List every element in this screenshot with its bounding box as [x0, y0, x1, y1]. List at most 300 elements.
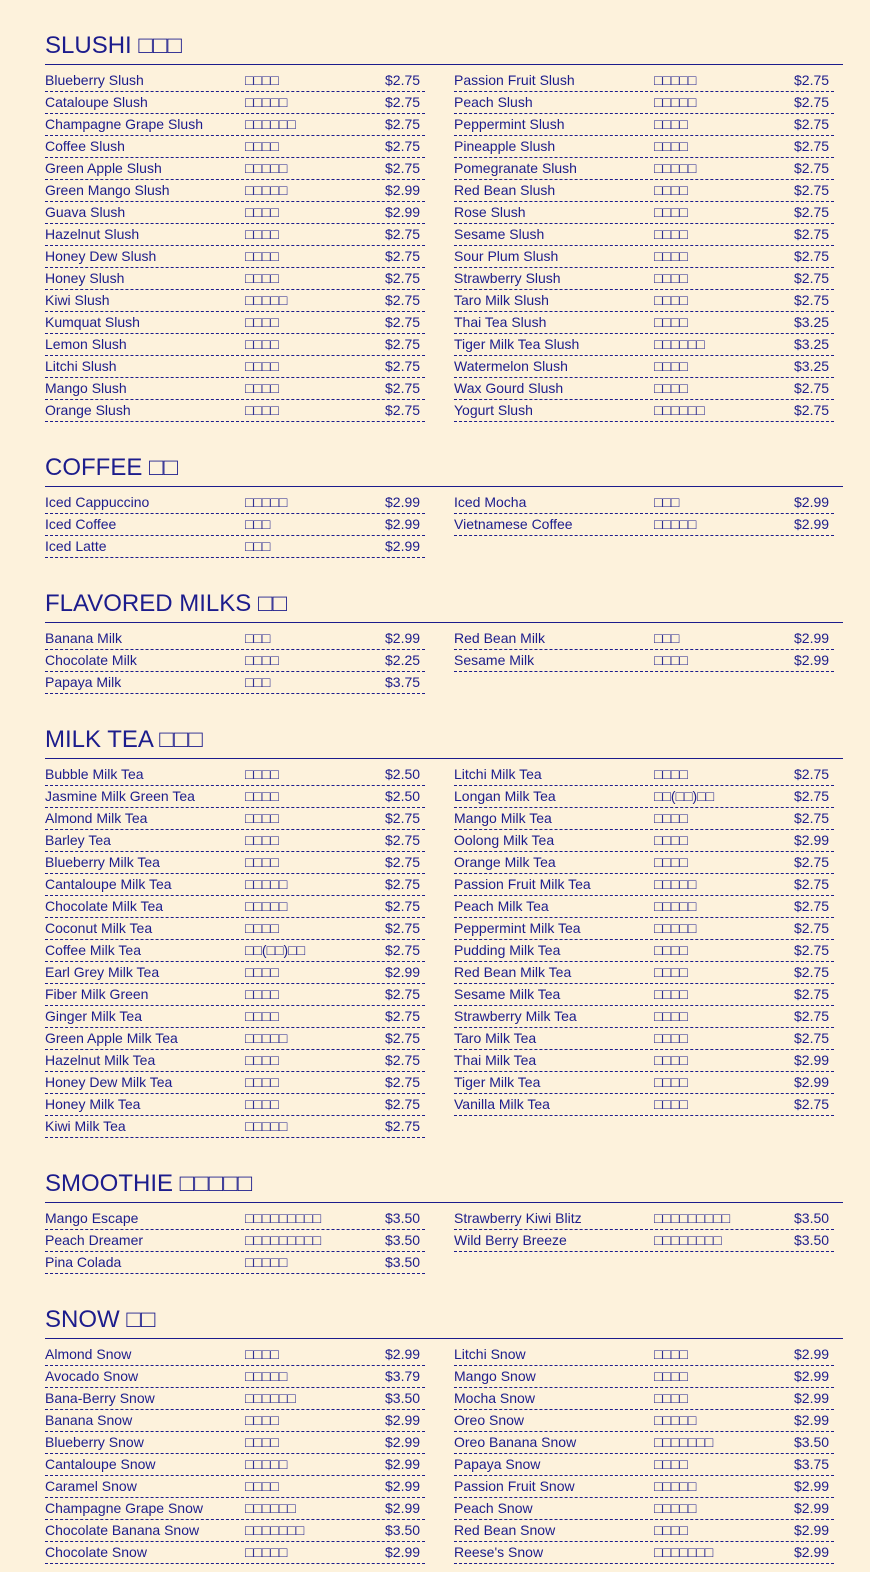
item-price: $2.75 — [794, 1030, 830, 1046]
item-price: $2.75 — [794, 766, 830, 782]
item-name: Tiger Milk Tea Slush — [454, 336, 580, 352]
section-title: MILK TEA □□□ — [45, 694, 843, 759]
item-name: Sesame Slush — [454, 226, 545, 242]
item-name: Earl Grey Milk Tea — [45, 964, 160, 980]
item-chinese-name: □□□□ — [654, 832, 688, 848]
item-name: Reese's Snow — [454, 1544, 544, 1560]
item-name: Oolong Milk Tea — [454, 832, 555, 848]
item-name: Caramel Snow — [45, 1478, 137, 1494]
item-chinese-name: □□□□ — [654, 652, 688, 668]
menu — [45, 0, 843, 1564]
item-chinese-name: □□□□ — [654, 270, 688, 286]
item-name: Longan Milk Tea — [454, 788, 556, 804]
menu-section — [45, 694, 843, 1138]
menu-item — [454, 628, 834, 650]
right-column — [454, 764, 834, 1138]
item-chinese-name: □□□□ — [245, 1478, 279, 1494]
item-chinese-name: □□□□□ — [245, 898, 288, 914]
item-name: Jasmine Milk Green Tea — [45, 788, 195, 804]
item-price: $2.75 — [385, 336, 421, 352]
item-name: Sesame Milk Tea — [454, 986, 561, 1002]
menu-item — [45, 1252, 425, 1274]
item-chinese-name: □□□□□ — [245, 292, 288, 308]
left-column — [45, 492, 425, 558]
item-name: Yogurt Slush — [454, 402, 533, 418]
item-chinese-name: □□□□□ — [245, 1030, 288, 1046]
item-chinese-name: □□□ — [245, 516, 271, 532]
item-chinese-name: □□□□ — [654, 182, 688, 198]
menu-item — [45, 1094, 425, 1116]
item-chinese-name: □□□□□ — [245, 1118, 288, 1134]
menu-item — [454, 312, 834, 334]
item-price: $2.75 — [794, 270, 830, 286]
section-columns — [45, 70, 843, 422]
item-name: Litchi Slush — [45, 358, 117, 374]
item-chinese-name: □□□□ — [654, 964, 688, 980]
menu-item — [454, 1230, 834, 1252]
item-price: $2.75 — [385, 920, 421, 936]
item-chinese-name: □□□□ — [245, 402, 279, 418]
item-price: $3.50 — [385, 1390, 421, 1406]
item-chinese-name: □□□□ — [654, 1522, 688, 1538]
menu-item — [45, 1432, 425, 1454]
item-price: $2.99 — [794, 516, 830, 532]
menu-item — [454, 1542, 834, 1564]
item-chinese-name: □□□□ — [654, 314, 688, 330]
item-name: Champagne Grape Slush — [45, 116, 203, 132]
item-name: Peach Slush — [454, 94, 533, 110]
menu-item — [454, 1028, 834, 1050]
item-name: Orange Slush — [45, 402, 131, 418]
item-chinese-name: □□□ — [245, 630, 271, 646]
menu-item — [45, 1388, 425, 1410]
item-name: Almond Snow — [45, 1346, 132, 1362]
item-name: Honey Dew Slush — [45, 248, 157, 264]
menu-item — [454, 896, 834, 918]
item-price: $2.99 — [794, 1522, 830, 1538]
item-price: $2.50 — [385, 766, 421, 782]
item-chinese-name: □□□ — [654, 630, 680, 646]
menu-item — [45, 246, 425, 268]
item-chinese-name: □□□□□ — [654, 1500, 697, 1516]
item-name: Iced Coffee — [45, 516, 117, 532]
menu-item — [454, 400, 834, 422]
item-name: Pineapple Slush — [454, 138, 556, 154]
menu-item — [45, 114, 425, 136]
menu-item — [454, 1050, 834, 1072]
menu-item — [454, 1366, 834, 1388]
menu-item — [45, 224, 425, 246]
item-chinese-name: □□□□ — [245, 920, 279, 936]
item-chinese-name: □□□□ — [245, 810, 279, 826]
item-name: Honey Milk Tea — [45, 1096, 141, 1112]
item-chinese-name: □□□□ — [654, 248, 688, 264]
item-name: Hazelnut Slush — [45, 226, 140, 242]
menu-item — [45, 180, 425, 202]
item-chinese-name: □□□□ — [245, 964, 279, 980]
item-name: Green Apple Milk Tea — [45, 1030, 178, 1046]
item-name: Strawberry Kiwi Blitz — [454, 1210, 582, 1226]
menu-item — [454, 1388, 834, 1410]
item-name: Pudding Milk Tea — [454, 942, 561, 958]
item-price: $2.75 — [794, 116, 830, 132]
menu-section — [45, 1138, 843, 1274]
item-name: Orange Milk Tea — [454, 854, 556, 870]
item-name: Coffee Milk Tea — [45, 942, 141, 958]
item-price: $2.75 — [794, 898, 830, 914]
menu-item — [45, 764, 425, 786]
item-chinese-name: □□□□□ — [654, 160, 697, 176]
menu-item — [45, 1410, 425, 1432]
item-price: $2.75 — [385, 248, 421, 264]
menu-item — [454, 1520, 834, 1542]
item-price: $2.99 — [794, 1390, 830, 1406]
item-name: Chocolate Milk — [45, 652, 137, 668]
item-chinese-name: □□□□ — [245, 204, 279, 220]
item-price: $2.75 — [794, 788, 830, 804]
item-price: $3.79 — [385, 1368, 421, 1384]
item-chinese-name: □□□□ — [245, 1052, 279, 1068]
item-chinese-name: □□□□ — [245, 832, 279, 848]
menu-item — [454, 290, 834, 312]
item-chinese-name: □□□□ — [245, 314, 279, 330]
menu-item — [45, 650, 425, 672]
item-name: Mocha Snow — [454, 1390, 535, 1406]
item-chinese-name: □□□□□ — [654, 72, 697, 88]
item-name: Red Bean Slush — [454, 182, 556, 198]
menu-item — [45, 1476, 425, 1498]
item-name: Blueberry Milk Tea — [45, 854, 160, 870]
item-chinese-name: □□□□□□□□□ — [654, 1210, 731, 1226]
item-chinese-name: □□□□ — [654, 380, 688, 396]
item-name: Pomegranate Slush — [454, 160, 577, 176]
item-chinese-name: □□□□ — [245, 72, 279, 88]
menu-item — [45, 92, 425, 114]
item-chinese-name: □□□□ — [654, 226, 688, 242]
item-price: $2.75 — [794, 182, 830, 198]
item-price: $2.25 — [385, 652, 421, 668]
item-price: $2.75 — [794, 248, 830, 264]
item-price: $2.75 — [385, 986, 421, 1002]
item-name: Iced Cappuccino — [45, 494, 150, 510]
item-price: $3.50 — [385, 1522, 421, 1538]
menu-item — [454, 962, 834, 984]
item-name: Champagne Grape Snow — [45, 1500, 203, 1516]
section-title: FLAVORED MILKS □□ — [45, 558, 843, 623]
menu-item — [45, 1006, 425, 1028]
section-columns — [45, 764, 843, 1138]
menu-item — [454, 874, 834, 896]
item-name: Guava Slush — [45, 204, 126, 220]
menu-item — [454, 356, 834, 378]
item-chinese-name: □□□□ — [654, 1052, 688, 1068]
item-price: $2.75 — [794, 380, 830, 396]
menu-item — [454, 808, 834, 830]
menu-item — [45, 962, 425, 984]
item-price: $2.75 — [385, 402, 421, 418]
item-chinese-name: □□□□ — [245, 226, 279, 242]
item-chinese-name: □□□□□ — [654, 876, 697, 892]
menu-item — [45, 1520, 425, 1542]
menu-item — [454, 918, 834, 940]
menu-item — [454, 114, 834, 136]
menu-item — [45, 378, 425, 400]
item-name: Blueberry Snow — [45, 1434, 144, 1450]
item-chinese-name: □□□□ — [654, 1346, 688, 1362]
item-name: Banana Milk — [45, 630, 123, 646]
section-columns — [45, 628, 843, 694]
item-chinese-name: □□□□ — [654, 1030, 688, 1046]
item-name: Peach Milk Tea — [454, 898, 549, 914]
item-name: Red Bean Milk — [454, 630, 546, 646]
item-chinese-name: □□□□ — [654, 116, 688, 132]
item-price: $2.75 — [385, 1008, 421, 1024]
menu-item — [454, 1006, 834, 1028]
item-name: Bubble Milk Tea — [45, 766, 144, 782]
item-name: Green Apple Slush — [45, 160, 162, 176]
menu-item — [45, 514, 425, 536]
item-price: $2.99 — [385, 538, 421, 554]
item-name: Red Bean Milk Tea — [454, 964, 572, 980]
item-chinese-name: □□□□□ — [245, 160, 288, 176]
menu-item — [454, 764, 834, 786]
left-column — [45, 1344, 425, 1564]
item-price: $2.75 — [385, 270, 421, 286]
right-column — [454, 70, 834, 422]
menu-item — [45, 896, 425, 918]
menu-item — [454, 1410, 834, 1432]
item-price: $2.75 — [385, 72, 421, 88]
item-chinese-name: □□□□□ — [245, 182, 288, 198]
left-column — [45, 764, 425, 1138]
item-name: Honey Slush — [45, 270, 125, 286]
menu-item — [45, 808, 425, 830]
menu-item — [454, 202, 834, 224]
item-name: Cantaloupe Milk Tea — [45, 876, 172, 892]
item-chinese-name: □□□□□□□ — [654, 1544, 714, 1560]
item-name: Vietnamese Coffee — [454, 516, 573, 532]
item-price: $2.75 — [794, 1008, 830, 1024]
item-name: Passion Fruit Milk Tea — [454, 876, 591, 892]
item-price: $2.75 — [385, 94, 421, 110]
item-price: $2.75 — [794, 942, 830, 958]
item-name: Papaya Snow — [454, 1456, 541, 1472]
item-chinese-name: □□□□□ — [654, 1478, 697, 1494]
item-name: Bana-Berry Snow — [45, 1390, 155, 1406]
item-name: Chocolate Milk Tea — [45, 898, 164, 914]
menu-item — [45, 1072, 425, 1094]
menu-item — [45, 984, 425, 1006]
menu-item — [454, 786, 834, 808]
menu-item — [45, 1208, 425, 1230]
item-chinese-name: □□□□ — [654, 292, 688, 308]
item-name: Thai Tea Slush — [454, 314, 547, 330]
item-name: Chocolate Snow — [45, 1544, 147, 1560]
item-name: Passion Fruit Slush — [454, 72, 575, 88]
item-price: $2.75 — [385, 314, 421, 330]
menu-item — [454, 92, 834, 114]
item-name: Sesame Milk — [454, 652, 535, 668]
item-price: $2.75 — [794, 810, 830, 826]
item-chinese-name: □□□□□□ — [245, 1500, 296, 1516]
item-name: Barley Tea — [45, 832, 111, 848]
item-chinese-name: □□□□□□ — [654, 402, 705, 418]
item-chinese-name: □□□□ — [245, 788, 279, 804]
menu-item — [45, 1344, 425, 1366]
item-chinese-name: □□□□□□□□□ — [245, 1210, 322, 1226]
item-chinese-name: □□□□ — [245, 1346, 279, 1362]
item-chinese-name: □□□□ — [245, 270, 279, 286]
menu-item — [454, 492, 834, 514]
menu-item — [454, 852, 834, 874]
item-name: Strawberry Slush — [454, 270, 561, 286]
item-price: $2.75 — [794, 138, 830, 154]
item-chinese-name: □□□□ — [654, 204, 688, 220]
item-name: Lemon Slush — [45, 336, 127, 352]
item-chinese-name: □□□□ — [654, 1456, 688, 1472]
item-chinese-name: □□□□□ — [245, 494, 288, 510]
item-chinese-name: □□□□ — [245, 1434, 279, 1450]
item-name: Taro Milk Tea — [454, 1030, 537, 1046]
item-name: Red Bean Snow — [454, 1522, 556, 1538]
item-chinese-name: □□□□□ — [245, 94, 288, 110]
item-name: Fiber Milk Green — [45, 986, 149, 1002]
item-chinese-name: □□□□□ — [654, 1412, 697, 1428]
item-price: $2.75 — [794, 160, 830, 176]
item-name: Thai Milk Tea — [454, 1052, 537, 1068]
menu-section — [45, 558, 843, 694]
item-chinese-name: □□□□ — [245, 248, 279, 264]
item-name: Mango Escape — [45, 1210, 139, 1226]
menu-item — [45, 202, 425, 224]
menu-item — [454, 1432, 834, 1454]
item-chinese-name: □□□□ — [245, 1096, 279, 1112]
item-name: Mango Milk Tea — [454, 810, 552, 826]
menu-item — [454, 650, 834, 672]
item-price: $2.99 — [385, 182, 421, 198]
item-chinese-name: □□□□ — [245, 652, 279, 668]
item-name: Peppermint Milk Tea — [454, 920, 581, 936]
item-chinese-name: □□□□□ — [654, 898, 697, 914]
menu-item — [45, 628, 425, 650]
section-title: SNOW □□ — [45, 1274, 843, 1339]
item-chinese-name: □□□□□□ — [245, 116, 296, 132]
item-price: $2.75 — [385, 116, 421, 132]
item-name: Passion Fruit Snow — [454, 1478, 575, 1494]
menu-item — [454, 1208, 834, 1230]
item-name: Peach Dreamer — [45, 1232, 144, 1248]
menu-item — [454, 136, 834, 158]
item-price: $2.75 — [794, 292, 830, 308]
item-name: Litchi Snow — [454, 1346, 526, 1362]
right-column — [454, 1208, 834, 1274]
item-chinese-name: □□□□□□ — [654, 336, 705, 352]
item-price: $2.99 — [385, 1434, 421, 1450]
item-price: $3.75 — [794, 1456, 830, 1472]
item-name: Tiger Milk Tea — [454, 1074, 541, 1090]
item-price: $2.75 — [385, 854, 421, 870]
item-chinese-name: □□□ — [245, 538, 271, 554]
item-price: $2.99 — [385, 964, 421, 980]
menu-item — [45, 70, 425, 92]
menu-item — [45, 400, 425, 422]
item-name: Kumquat Slush — [45, 314, 140, 330]
item-chinese-name: □□□□ — [245, 380, 279, 396]
item-price: $2.75 — [794, 94, 830, 110]
menu-item — [45, 356, 425, 378]
item-price: $2.75 — [794, 226, 830, 242]
item-price: $2.75 — [385, 810, 421, 826]
item-chinese-name: □□□□ — [654, 942, 688, 958]
item-price: $2.99 — [385, 1500, 421, 1516]
item-price: $2.75 — [385, 160, 421, 176]
item-price: $2.99 — [794, 652, 830, 668]
item-price: $2.75 — [385, 832, 421, 848]
item-price: $2.75 — [794, 1096, 830, 1112]
menu-item — [45, 830, 425, 852]
item-name: Avocado Snow — [45, 1368, 139, 1384]
item-chinese-name: □□□□□ — [245, 1254, 288, 1270]
menu-item — [45, 852, 425, 874]
menu-item — [454, 1072, 834, 1094]
menu-item — [45, 158, 425, 180]
item-price: $2.75 — [385, 138, 421, 154]
item-price: $2.99 — [794, 630, 830, 646]
menu-item — [454, 1344, 834, 1366]
right-column — [454, 628, 834, 694]
item-name: Iced Mocha — [454, 494, 527, 510]
item-name: Kiwi Milk Tea — [45, 1118, 126, 1134]
menu-item — [454, 268, 834, 290]
item-name: Litchi Milk Tea — [454, 766, 542, 782]
item-chinese-name: □□(□□)□□ — [654, 788, 715, 804]
item-price: $2.75 — [794, 964, 830, 980]
section-columns — [45, 1344, 843, 1564]
item-chinese-name: □□□ — [654, 494, 680, 510]
item-price: $2.99 — [385, 1544, 421, 1560]
item-chinese-name: □□□□□□□ — [245, 1522, 305, 1538]
menu-item — [45, 1454, 425, 1476]
item-price: $2.99 — [385, 1478, 421, 1494]
item-name: Mango Snow — [454, 1368, 536, 1384]
section-columns — [45, 1208, 843, 1274]
item-name: Cataloupe Slush — [45, 94, 148, 110]
item-name: Coconut Milk Tea — [45, 920, 153, 936]
menu-item — [454, 1094, 834, 1116]
item-price: $2.99 — [794, 1346, 830, 1362]
item-name: Ginger Milk Tea — [45, 1008, 143, 1024]
item-chinese-name: □□□□ — [245, 986, 279, 1002]
section-title: COFFEE □□ — [45, 422, 843, 487]
menu-item — [45, 312, 425, 334]
item-name: Taro Milk Slush — [454, 292, 549, 308]
item-chinese-name: □□□□□ — [245, 1544, 288, 1560]
item-chinese-name: □□□□□ — [245, 1368, 288, 1384]
item-price: $3.50 — [794, 1210, 830, 1226]
item-chinese-name: □□□□ — [654, 358, 688, 374]
menu-item — [454, 378, 834, 400]
item-name: Coffee Slush — [45, 138, 125, 154]
item-price: $2.99 — [385, 1412, 421, 1428]
menu-item — [45, 1028, 425, 1050]
item-chinese-name: □□□□ — [654, 1008, 688, 1024]
item-chinese-name: □□□□ — [654, 1074, 688, 1090]
menu-section — [45, 1274, 843, 1564]
menu-item — [45, 268, 425, 290]
item-name: Oreo Snow — [454, 1412, 525, 1428]
item-name: Chocolate Banana Snow — [45, 1522, 200, 1538]
item-chinese-name: □□□□□□□□ — [654, 1232, 722, 1248]
